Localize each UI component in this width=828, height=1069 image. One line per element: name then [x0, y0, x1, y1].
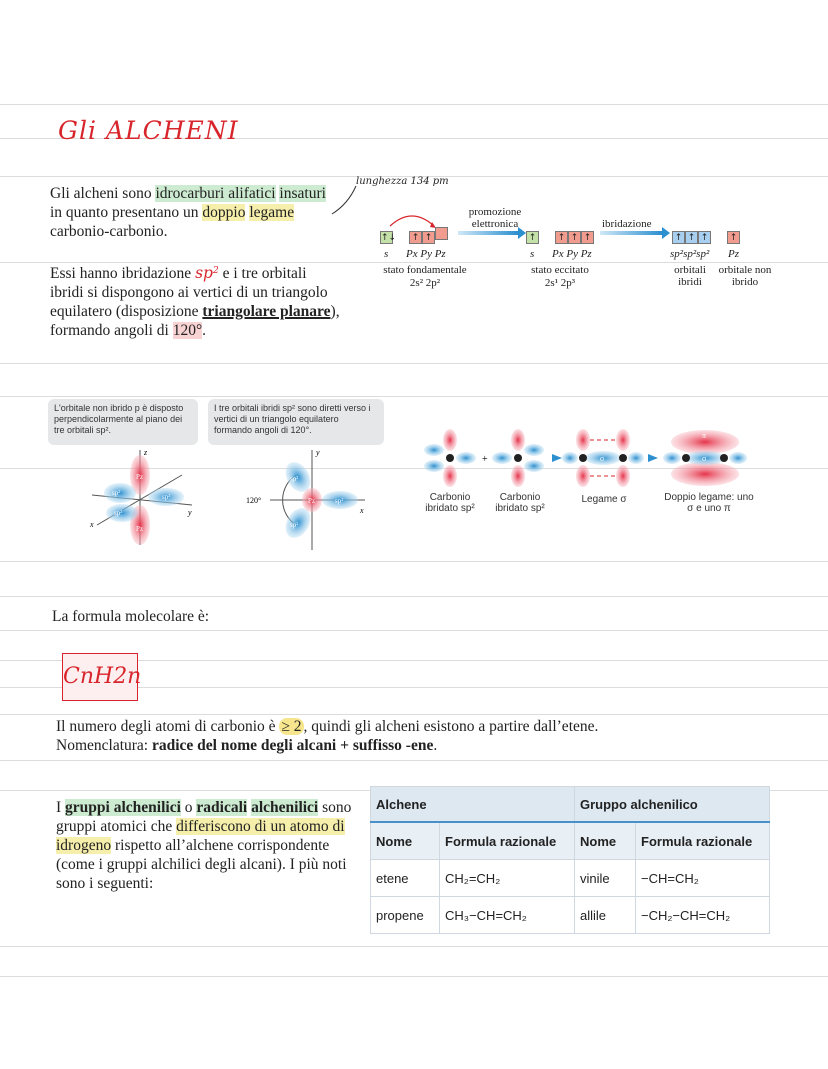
- pz-box: [435, 227, 448, 240]
- header-alchene: Alchene: [371, 787, 575, 823]
- text: in quanto presentano un: [50, 204, 203, 221]
- table-subheader-row: [371, 822, 770, 860]
- text: Nomenclatura:: [56, 737, 152, 754]
- cell-group-formula: −CH=CH₂: [636, 860, 770, 897]
- cell-alchene-formula: CH₂=CH₂: [440, 860, 575, 897]
- hybridization-label: ibridazione: [602, 218, 652, 230]
- text: e i tre orbitali ibridi si dispongono ai vertici di un triangolo equilatero (disposizione: [50, 265, 328, 320]
- bond-length-note: lunghezza 134 pm: [356, 176, 449, 187]
- s-label: s: [530, 248, 535, 260]
- text: o: [180, 799, 197, 816]
- axis-x-label: x: [360, 506, 364, 515]
- sp2-box: ↑: [698, 231, 711, 244]
- px-box: ↑: [555, 231, 568, 244]
- py-box: ↑: [422, 231, 435, 244]
- highlight-text: ≥ 2: [281, 718, 302, 735]
- excited-state-config: 2s¹ 2p³: [544, 277, 576, 289]
- highlight-text: idrocarburi alifatici: [155, 185, 276, 202]
- sp2-lobe-label: sp²: [114, 509, 123, 517]
- text: , quindi gli alcheni esistono a partire dall’etene.: [303, 718, 599, 735]
- hybridization-paragraph: [50, 262, 340, 340]
- table-header-row: [371, 787, 770, 823]
- table-row: [371, 860, 770, 897]
- table-row: [371, 897, 770, 934]
- highlight-text: alchenilici: [251, 799, 319, 816]
- hybrid-label: sp²sp²sp²: [670, 248, 710, 260]
- general-formula: CnH2n: [63, 664, 142, 689]
- cell-group-name: allile: [575, 897, 636, 934]
- s-label: s: [384, 248, 389, 260]
- cell-alchene-name: etene: [371, 860, 440, 897]
- sp2-lobe-label: sp²: [112, 489, 121, 497]
- text: sono gruppi atomici che: [56, 799, 352, 835]
- formula-intro: La formula molecolare è:: [52, 608, 210, 625]
- cell-alchene-name: propene: [371, 897, 440, 934]
- pi-label: π: [702, 431, 707, 440]
- header-gruppo: Gruppo alchenilico: [575, 787, 770, 823]
- excited-state-caption: stato eccitato: [531, 264, 589, 276]
- text: .: [202, 322, 207, 339]
- text: carbonio-carbonio.: [50, 223, 168, 240]
- s-orbital-box: ↑: [526, 231, 539, 244]
- caption-double-bond: Doppio legame: uno σ e uno π: [664, 492, 754, 514]
- page-title: Gli ALCHENI: [58, 116, 239, 145]
- carbon-count-line: [56, 717, 776, 736]
- pz-box: ↑: [727, 231, 740, 244]
- carbon-count-paragraph: [56, 717, 776, 755]
- col-nome: Nome: [575, 822, 636, 860]
- sp2-exponent: 2: [212, 266, 219, 276]
- highlight-text: insaturi: [279, 185, 326, 202]
- cell-alchene-formula: CH₃−CH=CH₂: [440, 897, 575, 934]
- sigma-label: σ: [600, 454, 605, 463]
- ground-state-config: 2s² 2p²: [409, 277, 441, 289]
- non-hybrid-caption: orbitale non ibrido: [718, 264, 772, 288]
- sigma-label: σ: [702, 454, 707, 463]
- text: rispetto all’alchene corrispondente (come i gruppi alchilici degli alcani). I più noti sono i seguenti:: [56, 837, 347, 892]
- angle-label: 120°: [246, 496, 262, 505]
- axis-z-label: z: [144, 448, 148, 457]
- caption-carbon-2: Carbonio ibridato sp²: [495, 492, 545, 514]
- sp2-box: ↑: [672, 231, 685, 244]
- py-box: ↑: [568, 231, 581, 244]
- sp2-lobe-label: sp²: [335, 497, 344, 505]
- text: Essi hanno ibridazione: [50, 265, 196, 282]
- sp2-box: ↑: [685, 231, 698, 244]
- pz-label: Pz: [728, 248, 739, 260]
- text: .: [433, 737, 438, 754]
- sp2-handwritten: [195, 264, 219, 282]
- nomenclature-line: [56, 736, 776, 755]
- hybrid-caption: orbitali ibridi: [674, 264, 706, 288]
- orbital-planar-figure: [240, 445, 370, 555]
- pz-lobe-label: Pz: [136, 525, 143, 533]
- sp2-lobe-label: sp²: [290, 521, 299, 529]
- cell-group-name: vinile: [575, 860, 636, 897]
- excited-state-boxes: [526, 227, 594, 245]
- axis-y-label: y: [188, 508, 192, 517]
- px-box: ↑: [409, 231, 422, 244]
- general-formula-box: [62, 653, 142, 701]
- pz-box: ↑: [581, 231, 594, 244]
- ground-state-caption: stato fondamentale: [383, 264, 467, 276]
- highlight-text: 120°: [172, 322, 203, 339]
- highlight-text: legame: [249, 204, 295, 221]
- text: ), formando angoli di: [50, 303, 340, 339]
- bold-text: triangolare planare: [202, 303, 331, 320]
- pz-lobe-label: Pz: [136, 473, 143, 481]
- axis-y-label: y: [316, 448, 320, 457]
- bubble-non-hybrid: L'orbitale non ibrido p è disposto perpendicolarmente al piano dei tre orbitali sp².: [48, 399, 198, 445]
- highlight-text: gruppi alchenilici: [65, 799, 181, 816]
- highlight-text: doppio: [202, 204, 246, 221]
- double-bond-figure: [420, 428, 760, 488]
- col-formula: Formula razionale: [636, 822, 770, 860]
- caption-carbon-1: Carbonio ibridato sp²: [425, 492, 475, 514]
- sp2-lobe-label: sp²: [290, 475, 299, 483]
- sp2-base: sp: [195, 264, 213, 282]
- plus-sign: +: [482, 454, 488, 465]
- highlight-text: differiscono di un atomo di idrogeno: [56, 818, 345, 854]
- text: I: [56, 799, 66, 816]
- bold-text: radice del nome degli alcani + suffisso -ene: [151, 737, 434, 754]
- ground-state-boxes: [380, 227, 448, 245]
- orbital-diagram: [370, 200, 780, 295]
- sp2-lobe-label: sp²: [162, 493, 171, 501]
- annotation-arrow: [330, 184, 360, 218]
- bubble-hybrid: I tre orbitali ibridi sp² sono diretti verso i vertici di un triangolo equilatero formando angoli di 120°.: [208, 399, 384, 445]
- text: Gli alcheni sono: [50, 185, 156, 202]
- caption-sigma-bond: Legame σ: [581, 494, 627, 505]
- orbital-3d-figure: [82, 445, 202, 555]
- promotion-label: promozione elettronica: [468, 206, 522, 230]
- alkenyl-groups-table: [370, 786, 770, 934]
- p-label: Px Py Pz: [552, 248, 592, 260]
- groups-paragraph: [56, 798, 358, 893]
- axis-x-label: x: [90, 520, 94, 529]
- highlight-text: radicali: [196, 799, 248, 816]
- s-orbital-box: ↑↓: [381, 233, 397, 243]
- p-label: Px Py Pz: [406, 248, 446, 260]
- text: Il numero degli atomi di carbonio è: [56, 718, 280, 735]
- hybrid-state-boxes: [672, 227, 740, 245]
- pz-lobe-label: Pz: [308, 497, 315, 505]
- col-nome: Nome: [371, 822, 440, 860]
- cell-group-formula: −CH₂−CH=CH₂: [636, 897, 770, 934]
- intro-paragraph: [50, 184, 340, 241]
- col-formula: Formula razionale: [440, 822, 575, 860]
